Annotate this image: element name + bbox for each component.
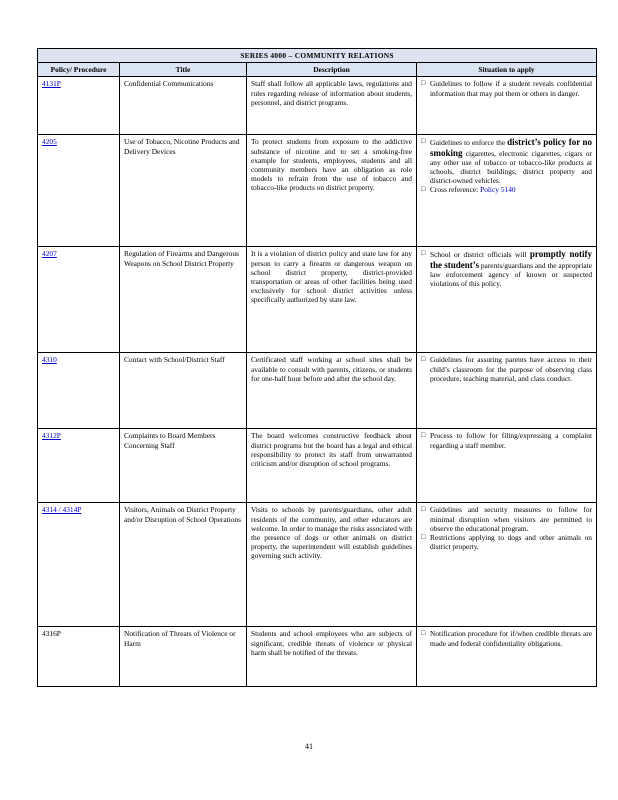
situation-text: Process to follow for filing/expressing a complaint regarding a staff member. <box>430 431 593 450</box>
column-header-policy: Policy/ Procedure <box>38 63 120 77</box>
policy-table <box>37 48 597 687</box>
situation-text: cigarettes, electronic cigarettes, cigars or any other use of tobacco or tobacco-like products at schools, district buildings, district property and district-owned vehicles. <box>430 148 593 186</box>
situation-list <box>421 431 592 449</box>
list-item <box>421 533 592 551</box>
table-row <box>38 77 597 135</box>
situation-list <box>421 79 592 97</box>
table-row <box>38 135 597 247</box>
situation-text: Guidelines to enforce the <box>430 138 508 148</box>
list-item <box>421 79 592 97</box>
list-item <box>421 249 592 288</box>
situation-text: Guidelines and security measures to follow for minimal disruption when visitors are permitted to observe the educational program. <box>430 505 593 533</box>
policy-title: Notification of Threats of Violence or Harm <box>120 627 247 687</box>
situation-text: Notification procedure for if/when credible threats are made and federal confidentiality obligations. <box>430 629 593 648</box>
policy-rows <box>38 77 597 687</box>
situation-text: parents/guardians and the appropriate law enforcement agency of known or suspected violations of this policy. <box>430 260 593 289</box>
situation-emphasis: district’s policy for no smoking <box>430 137 593 158</box>
policy-code-cell <box>38 247 120 353</box>
policy-title: Complaints to Board Members Concerning Staff <box>120 429 247 503</box>
situation-list <box>421 505 592 551</box>
situation-text: Guidelines for assuring parents have access to their child’s classroom for the purpose of observing class procedure, teaching material, and class conduct. <box>430 355 593 383</box>
table-row <box>38 247 597 353</box>
list-item <box>421 431 592 449</box>
policy-code-cell <box>38 627 120 687</box>
policy-title: Use of Tobacco, Nicotine Products and Delivery Devices <box>120 135 247 247</box>
policy-situation <box>417 627 597 687</box>
policy-code-cell <box>38 429 120 503</box>
page-number: 41 <box>305 742 313 751</box>
policy-situation <box>417 429 597 503</box>
table-row <box>38 503 597 627</box>
situation-text: School or district officials will <box>430 250 530 260</box>
series-header: SERIES 4000 – COMMUNITY RELATIONS <box>38 49 597 63</box>
policy-situation <box>417 247 597 353</box>
policy-description: The board welcomes constructive feedback about district programs but the board has a legal and ethical responsibility to protect its staff from unwarranted criticism and/or disruption of school programs. <box>247 429 417 503</box>
situation-text: Guidelines to follow if a student reveals confidential information that may put them or others in danger. <box>430 79 593 98</box>
table-row <box>38 429 597 503</box>
table-row <box>38 627 597 687</box>
policy-code-cell <box>38 135 120 247</box>
policy-title: Contact with School/District Staff <box>120 353 247 429</box>
column-header-description: Description <box>247 63 417 77</box>
policy-situation <box>417 77 597 135</box>
policy-page <box>37 48 596 687</box>
cross-reference-link[interactable]: Policy 5140 <box>480 185 516 195</box>
policy-code-link[interactable]: 4207 <box>42 249 57 259</box>
list-item <box>421 185 592 194</box>
policy-description: Students and school employees who are subjects of significant, credible threats of violence or physical harm shall be notified of the threats. <box>247 627 417 687</box>
column-header-title: Title <box>120 63 247 77</box>
policy-description: To protect students from exposure to the addictive substance of nicotine and to set a smoking-free example for students, employees, students and all community members have an obligation as role models to refrain from the use of tobacco and tobacco-like products on district property. <box>247 135 417 247</box>
situation-list <box>421 355 592 383</box>
table-row <box>38 353 597 429</box>
policy-description: Certificated staff working at school sites shall be available to consult with parents, citizens, or students for one-half hour before and after the school day. <box>247 353 417 429</box>
policy-description: Staff shall follow all applicable laws, regulations and rules regarding release of information about students, personnel, and district programs. <box>247 77 417 135</box>
situation-list <box>421 629 592 647</box>
situation-text: Cross reference: <box>430 185 481 195</box>
policy-code-link[interactable]: 4205 <box>42 137 57 147</box>
situation-text: Restrictions applying to dogs and other animals on district property. <box>430 533 593 552</box>
policy-code-link[interactable]: 4312P <box>42 431 61 441</box>
policy-title: Regulation of Firearms and Dangerous Weapons on School District Property <box>120 247 247 353</box>
situation-list <box>421 249 592 288</box>
policy-code-link[interactable]: 4310 <box>42 355 57 365</box>
list-item <box>421 355 592 383</box>
situation-emphasis: promptly notify the student’s <box>430 249 593 270</box>
policy-code-cell <box>38 503 120 627</box>
policy-situation <box>417 135 597 247</box>
list-item <box>421 629 592 647</box>
policy-title: Visitors, Animals on District Property and/or Disruption of School Operations <box>120 503 247 627</box>
policy-code: 4316P <box>42 629 61 639</box>
policy-title: Confidential Communications <box>120 77 247 135</box>
column-header-situation: Situation to apply <box>417 63 597 77</box>
policy-code-cell <box>38 353 120 429</box>
policy-code-link[interactable]: 4314 / 4314P <box>42 505 82 515</box>
policy-code-cell <box>38 77 120 135</box>
policy-situation <box>417 503 597 627</box>
list-item <box>421 505 592 533</box>
policy-description: Visits to schools by parents/guardians, other adult residents of the community, and other educators are welcome. In order to manage the risks associated with the presence of dogs or other animals on district property, the superintendent will establish guidelines governing such activity. <box>247 503 417 627</box>
policy-description: It is a violation of district policy and state law for any person to carry a firearm or dangerous weapon on school district property, district-provided transportation or areas of other facilities being used exclusively for school district activities unless specifically authorized by state law. <box>247 247 417 353</box>
situation-list <box>421 137 592 194</box>
list-item <box>421 137 592 185</box>
policy-situation <box>417 353 597 429</box>
policy-code-link[interactable]: 4131P <box>42 79 61 89</box>
